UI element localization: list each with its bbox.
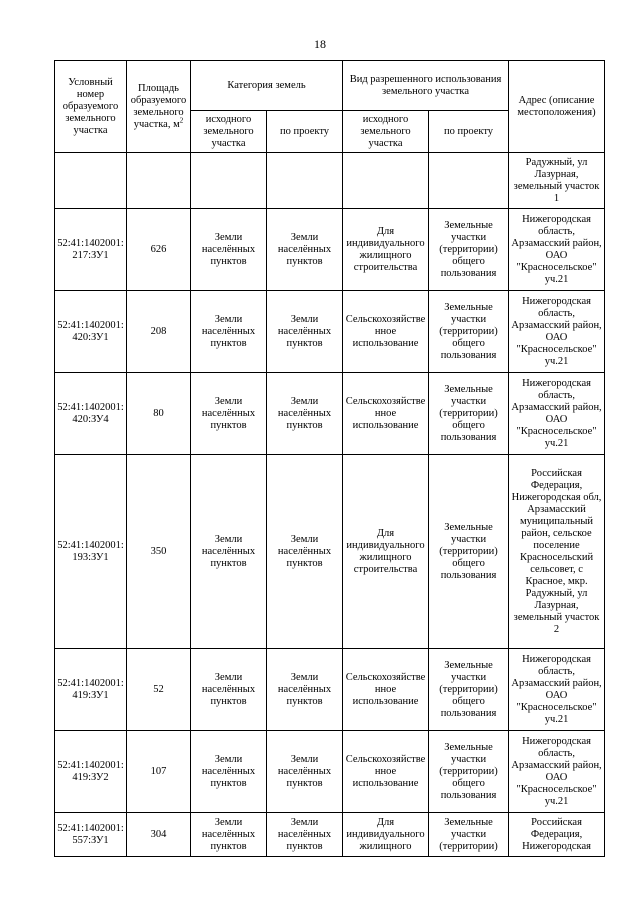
- header-plot-number: Условный номер образуемого земельного участка: [55, 61, 127, 153]
- table-row: [55, 731, 605, 813]
- address-cell: Российская Федерация, Нижегородская: [509, 813, 605, 857]
- plot-number-cell: 52:41:1402001:420:ЗУ4: [55, 373, 127, 455]
- table-row: [55, 373, 605, 455]
- table-body: [55, 153, 605, 857]
- use-original-cell: [343, 153, 429, 209]
- table-header: [55, 61, 605, 153]
- header-address: Адрес (описание местоположения): [509, 61, 605, 153]
- category-original-cell: Земли населённых пунктов: [191, 209, 267, 291]
- use-original-cell: Для индивидуального жилищного строительства: [343, 209, 429, 291]
- use-project-cell: Земельные участки (территории) общего пользования: [429, 373, 509, 455]
- header-area: [127, 61, 191, 153]
- use-original-cell: Сельскохозяйственное использование: [343, 291, 429, 373]
- use-original-cell: Сельскохозяйственное использование: [343, 373, 429, 455]
- category-original-cell: Земли населённых пунктов: [191, 731, 267, 813]
- use-project-cell: Земельные участки (территории) общего пользования: [429, 731, 509, 813]
- plot-number-cell: 52:41:1402001:419:ЗУ2: [55, 731, 127, 813]
- plot-number-cell: 52:41:1402001:419:ЗУ1: [55, 649, 127, 731]
- category-original-cell: Земли населённых пунктов: [191, 455, 267, 649]
- page-number: 18: [314, 37, 326, 51]
- area-cell: 107: [127, 731, 191, 813]
- area-cell: 626: [127, 209, 191, 291]
- use-project-cell: Земельные участки (территории) общего пользования: [429, 649, 509, 731]
- use-original-cell: Сельскохозяйственное использование: [343, 731, 429, 813]
- address-cell: Нижегородская область, Арзамасский район, ОАО "Красносельское" уч.21: [509, 373, 605, 455]
- plot-number-cell: 52:41:1402001:217:ЗУ1: [55, 209, 127, 291]
- category-original-cell: Земли населённых пунктов: [191, 649, 267, 731]
- header-area-text: Площадь образуемого земельного участка, м: [130, 82, 187, 130]
- table-row: [55, 291, 605, 373]
- area-cell: 304: [127, 813, 191, 857]
- table-row: [55, 813, 605, 857]
- category-original-cell: [191, 153, 267, 209]
- category-original-cell: Земли населённых пунктов: [191, 813, 267, 857]
- table-row: [55, 209, 605, 291]
- category-project-cell: Земли населённых пунктов: [267, 649, 343, 731]
- use-original-cell: Для индивидуального жилищного: [343, 813, 429, 857]
- area-cell: 52: [127, 649, 191, 731]
- address-cell: Нижегородская область, Арзамасский район, ОАО "Красносельское" уч.21: [509, 209, 605, 291]
- use-project-cell: Земельные участки (территории): [429, 813, 509, 857]
- plot-number-cell: 52:41:1402001:557:ЗУ1: [55, 813, 127, 857]
- address-cell: Российская Федерация, Нижегородская обл, Арзамасский муниципальный район, сельское поселение Красносельский сельсовет, с Красное, мкр. Радужный, ул Лазурная, земельный участок 2: [509, 455, 605, 649]
- address-cell: Радужный, ул Лазурная, земельный участок 1: [509, 153, 605, 209]
- table-row: [55, 649, 605, 731]
- category-project-cell: [267, 153, 343, 209]
- use-project-cell: [429, 153, 509, 209]
- category-project-cell: Земли населённых пунктов: [267, 209, 343, 291]
- category-project-cell: Земли населённых пунктов: [267, 731, 343, 813]
- address-cell: Нижегородская область, Арзамасский район, ОАО "Красносельское" уч.21: [509, 731, 605, 813]
- land-plots-table: [54, 60, 605, 857]
- use-project-cell: Земельные участки (территории) общего пользования: [429, 209, 509, 291]
- area-cell: [127, 153, 191, 209]
- use-original-cell: Для индивидуального жилищного строительства: [343, 455, 429, 649]
- use-project-cell: Земельные участки (территории) общего пользования: [429, 455, 509, 649]
- plot-number-cell: [55, 153, 127, 209]
- category-project-cell: Земли населённых пунктов: [267, 455, 343, 649]
- header-category-original: исходного земельного участка: [191, 111, 267, 153]
- header-area-unit-sup: 2: [179, 116, 184, 124]
- header-use-project: по проекту: [429, 111, 509, 153]
- area-cell: 80: [127, 373, 191, 455]
- address-cell: Нижегородская область, Арзамасский район, ОАО "Красносельское" уч.21: [509, 649, 605, 731]
- header-permitted-use: Вид разрешенного использования земельного участка: [343, 61, 509, 111]
- address-cell: Нижегородская область, Арзамасский район, ОАО "Красносельское" уч.21: [509, 291, 605, 373]
- category-project-cell: Земли населённых пунктов: [267, 813, 343, 857]
- category-project-cell: Земли населённых пунктов: [267, 373, 343, 455]
- use-original-cell: Сельскохозяйственное использование: [343, 649, 429, 731]
- plot-number-cell: 52:41:1402001:193:ЗУ1: [55, 455, 127, 649]
- area-cell: 350: [127, 455, 191, 649]
- category-original-cell: Земли населённых пунктов: [191, 291, 267, 373]
- table-row: [55, 455, 605, 649]
- header-category-project: по проекту: [267, 111, 343, 153]
- table-row: [55, 153, 605, 209]
- category-original-cell: Земли населённых пунктов: [191, 373, 267, 455]
- plot-number-cell: 52:41:1402001:420:ЗУ1: [55, 291, 127, 373]
- use-project-cell: Земельные участки (территории) общего пользования: [429, 291, 509, 373]
- header-use-original: исходного земельного участка: [343, 111, 429, 153]
- category-project-cell: Земли населённых пунктов: [267, 291, 343, 373]
- header-land-category: Категория земель: [191, 61, 343, 111]
- area-cell: 208: [127, 291, 191, 373]
